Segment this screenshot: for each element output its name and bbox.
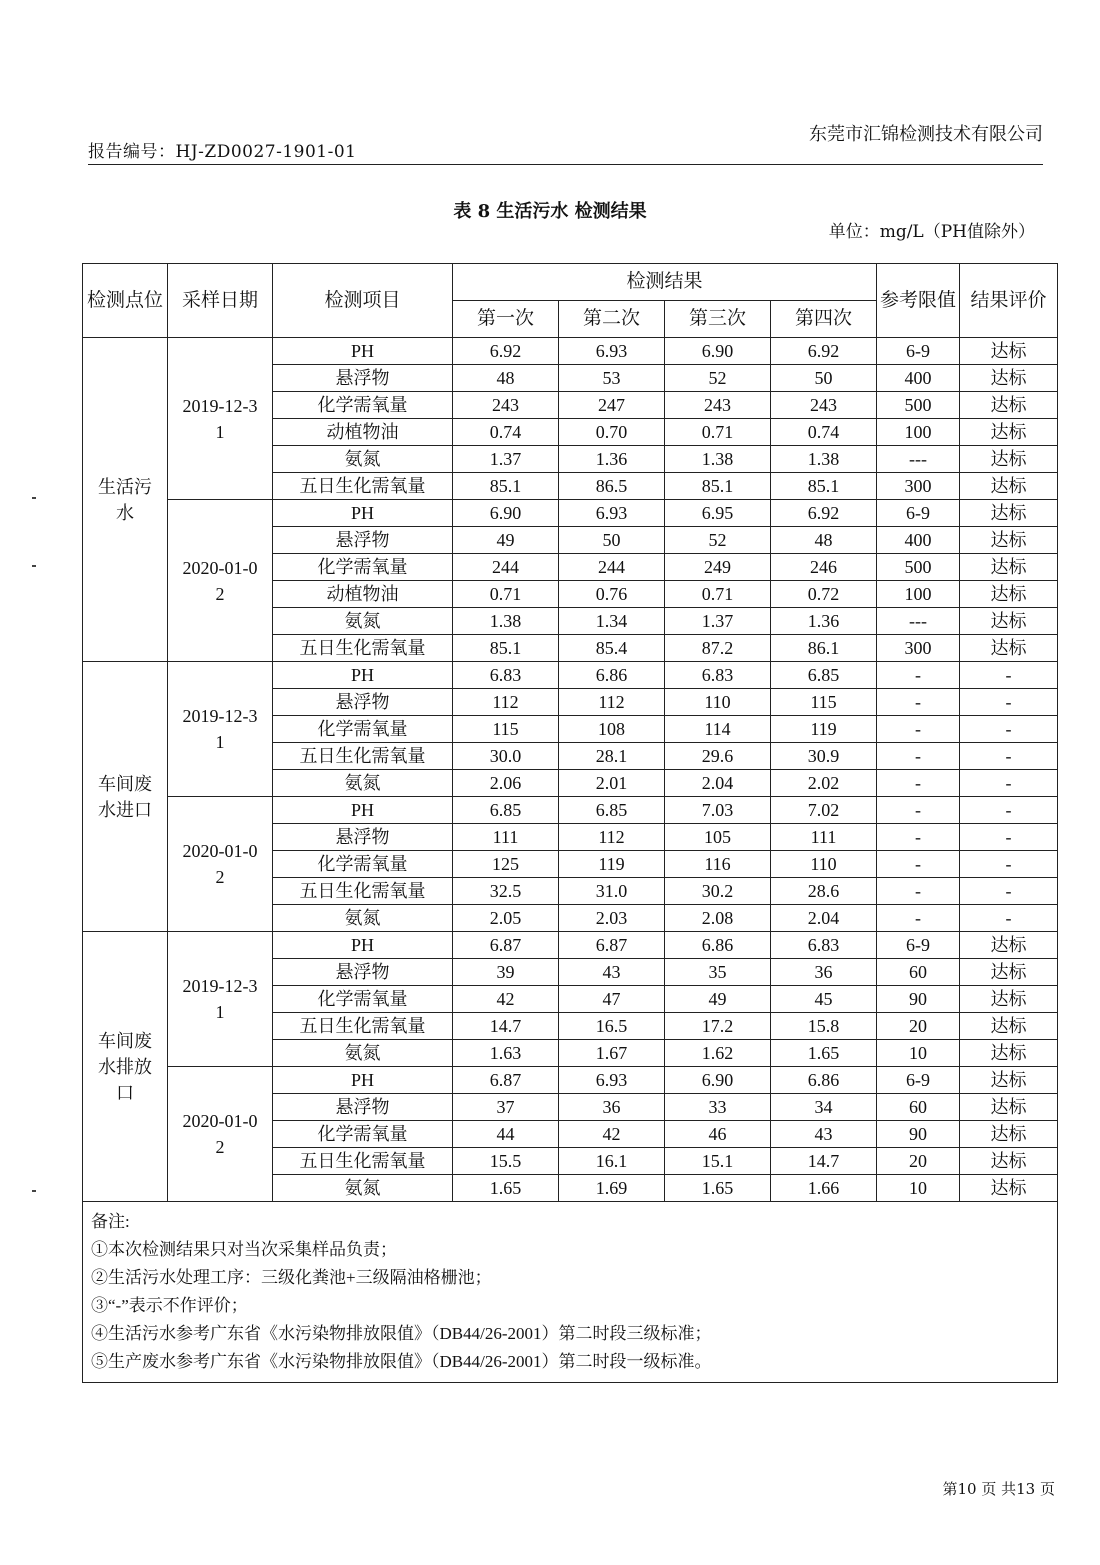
- cell-run-1: 85.1: [453, 473, 559, 500]
- cell-eval: 达标: [960, 473, 1058, 500]
- cell-eval: 达标: [960, 1013, 1058, 1040]
- cell-eval: 达标: [960, 608, 1058, 635]
- cell-limit: 60: [877, 1094, 960, 1121]
- cell-run-2: 6.93: [559, 338, 665, 365]
- table-row: [83, 662, 1058, 689]
- cell-run-1: 15.5: [453, 1148, 559, 1175]
- cell-run-2: 6.86: [559, 662, 665, 689]
- cell-eval: 达标: [960, 392, 1058, 419]
- cell-eval: -: [960, 797, 1058, 824]
- cell-item: 氨氮: [273, 770, 453, 797]
- cell-run-2: 31.0: [559, 878, 665, 905]
- cell-item: 氨氮: [273, 608, 453, 635]
- cell-limit: 500: [877, 392, 960, 419]
- cell-run-4: 115: [771, 689, 877, 716]
- cell-run-4: 110: [771, 851, 877, 878]
- cell-run-4: 28.6: [771, 878, 877, 905]
- report-number: 报告编号：HJ-ZD0027-1901-01: [88, 142, 357, 162]
- cell-point: 生活污水: [83, 338, 168, 662]
- header-run-2: 第二次: [559, 301, 665, 338]
- cell-item: 化学需氧量: [273, 554, 453, 581]
- table-row: [83, 338, 1058, 365]
- cell-point: 车间废水进口: [83, 662, 168, 932]
- cell-run-4: 1.36: [771, 608, 877, 635]
- cell-limit: ---: [877, 608, 960, 635]
- cell-run-3: 6.83: [665, 662, 771, 689]
- cell-run-3: 30.2: [665, 878, 771, 905]
- table-row: [83, 500, 1058, 527]
- cell-run-3: 1.65: [665, 1175, 771, 1202]
- cell-item: 悬浮物: [273, 365, 453, 392]
- cell-limit: 100: [877, 581, 960, 608]
- cell-run-3: 52: [665, 527, 771, 554]
- cell-run-3: 29.6: [665, 743, 771, 770]
- cell-run-2: 50: [559, 527, 665, 554]
- cell-run-1: 6.83: [453, 662, 559, 689]
- cell-run-3: 0.71: [665, 419, 771, 446]
- cell-run-3: 105: [665, 824, 771, 851]
- cell-run-2: 244: [559, 554, 665, 581]
- cell-run-2: 0.76: [559, 581, 665, 608]
- cell-limit: -: [877, 905, 960, 932]
- header-eval: 结果评价: [960, 264, 1058, 338]
- cell-run-4: 111: [771, 824, 877, 851]
- cell-limit: 400: [877, 365, 960, 392]
- cell-run-4: 2.04: [771, 905, 877, 932]
- cell-run-4: 119: [771, 716, 877, 743]
- cell-limit: 6-9: [877, 338, 960, 365]
- header-run-4: 第四次: [771, 301, 877, 338]
- cell-run-4: 243: [771, 392, 877, 419]
- cell-run-3: 110: [665, 689, 771, 716]
- cell-eval: -: [960, 770, 1058, 797]
- cell-run-1: 6.87: [453, 1067, 559, 1094]
- cell-run-2: 1.69: [559, 1175, 665, 1202]
- cell-run-2: 108: [559, 716, 665, 743]
- cell-eval: -: [960, 716, 1058, 743]
- cell-run-1: 37: [453, 1094, 559, 1121]
- cell-eval: 达标: [960, 932, 1058, 959]
- cell-run-2: 2.01: [559, 770, 665, 797]
- cell-point: 车间废水排放口: [83, 932, 168, 1202]
- cell-item: PH: [273, 500, 453, 527]
- cell-run-2: 6.87: [559, 932, 665, 959]
- cell-run-1: 1.65: [453, 1175, 559, 1202]
- cell-run-2: 6.93: [559, 1067, 665, 1094]
- note-item: ⑤生产废水参考广东省《水污染物排放限值》（DB44/26-2001）第二时段一级标准。: [91, 1352, 712, 1371]
- cell-eval: -: [960, 662, 1058, 689]
- cell-run-2: 43: [559, 959, 665, 986]
- cell-run-2: 53: [559, 365, 665, 392]
- cell-item: 氨氮: [273, 446, 453, 473]
- header-results: 检测结果: [453, 264, 877, 301]
- cell-eval: 达标: [960, 338, 1058, 365]
- cell-eval: -: [960, 824, 1058, 851]
- cell-run-3: 1.62: [665, 1040, 771, 1067]
- cell-run-4: 6.92: [771, 338, 877, 365]
- cell-item: 悬浮物: [273, 689, 453, 716]
- cell-limit: 6-9: [877, 932, 960, 959]
- cell-item: 悬浮物: [273, 1094, 453, 1121]
- cell-run-3: 17.2: [665, 1013, 771, 1040]
- cell-date: 2019-12-31: [168, 932, 273, 1067]
- cell-run-3: 6.95: [665, 500, 771, 527]
- cell-run-2: 16.1: [559, 1148, 665, 1175]
- cell-run-2: 247: [559, 392, 665, 419]
- cell-run-1: 32.5: [453, 878, 559, 905]
- cell-date: 2019-12-31: [168, 662, 273, 797]
- cell-run-3: 1.38: [665, 446, 771, 473]
- cell-limit: ---: [877, 446, 960, 473]
- cell-run-1: 112: [453, 689, 559, 716]
- cell-run-3: 7.03: [665, 797, 771, 824]
- cell-run-4: 14.7: [771, 1148, 877, 1175]
- cell-run-4: 30.9: [771, 743, 877, 770]
- cell-limit: -: [877, 797, 960, 824]
- cell-run-2: 47: [559, 986, 665, 1013]
- cell-item: 悬浮物: [273, 824, 453, 851]
- cell-run-2: 6.85: [559, 797, 665, 824]
- cell-run-4: 2.02: [771, 770, 877, 797]
- cell-date: 2020-01-02: [168, 1067, 273, 1202]
- cell-run-2: 42: [559, 1121, 665, 1148]
- cell-limit: 10: [877, 1175, 960, 1202]
- cell-run-3: 87.2: [665, 635, 771, 662]
- cell-item: 五日生化需氧量: [273, 635, 453, 662]
- cell-item: 氨氮: [273, 1040, 453, 1067]
- cell-limit: -: [877, 743, 960, 770]
- cell-run-1: 30.0: [453, 743, 559, 770]
- cell-item: 动植物油: [273, 419, 453, 446]
- cell-limit: -: [877, 878, 960, 905]
- cell-item: PH: [273, 662, 453, 689]
- cell-run-1: 0.74: [453, 419, 559, 446]
- cell-eval: 达标: [960, 365, 1058, 392]
- cell-eval: 达标: [960, 1175, 1058, 1202]
- cell-run-4: 6.86: [771, 1067, 877, 1094]
- cell-limit: -: [877, 689, 960, 716]
- cell-run-4: 0.74: [771, 419, 877, 446]
- header-limit: 参考限值: [877, 264, 960, 338]
- cell-run-4: 36: [771, 959, 877, 986]
- note-item: ③“-”表示不作评价；: [91, 1296, 248, 1315]
- cell-limit: 100: [877, 419, 960, 446]
- cell-eval: -: [960, 878, 1058, 905]
- cell-run-1: 48: [453, 365, 559, 392]
- cell-eval: 达标: [960, 1040, 1058, 1067]
- cell-eval: -: [960, 851, 1058, 878]
- cell-run-2: 85.4: [559, 635, 665, 662]
- cell-run-4: 6.85: [771, 662, 877, 689]
- cell-limit: 20: [877, 1013, 960, 1040]
- cell-run-3: 85.1: [665, 473, 771, 500]
- cell-limit: -: [877, 824, 960, 851]
- cell-date: 2020-01-02: [168, 797, 273, 932]
- cell-run-4: 0.72: [771, 581, 877, 608]
- cell-run-3: 33: [665, 1094, 771, 1121]
- cell-item: PH: [273, 797, 453, 824]
- cell-run-4: 6.92: [771, 500, 877, 527]
- cell-run-1: 2.06: [453, 770, 559, 797]
- cell-eval: 达标: [960, 1148, 1058, 1175]
- cell-run-1: 85.1: [453, 635, 559, 662]
- cell-limit: 400: [877, 527, 960, 554]
- note-item: ①本次检测结果只对当次采集样品负责；: [91, 1240, 397, 1259]
- cell-run-2: 16.5: [559, 1013, 665, 1040]
- cell-run-4: 1.66: [771, 1175, 877, 1202]
- cell-item: PH: [273, 338, 453, 365]
- notes-box: [83, 1202, 1058, 1383]
- cell-run-2: 1.36: [559, 446, 665, 473]
- cell-run-1: 243: [453, 392, 559, 419]
- cell-run-3: 2.08: [665, 905, 771, 932]
- header-run-3: 第三次: [665, 301, 771, 338]
- cell-run-4: 86.1: [771, 635, 877, 662]
- cell-run-1: 111: [453, 824, 559, 851]
- cell-limit: -: [877, 662, 960, 689]
- cell-run-1: 1.37: [453, 446, 559, 473]
- cell-eval: 达标: [960, 500, 1058, 527]
- table-row: [83, 1067, 1058, 1094]
- cell-run-2: 1.34: [559, 608, 665, 635]
- cell-run-3: 15.1: [665, 1148, 771, 1175]
- cell-run-3: 1.37: [665, 608, 771, 635]
- cell-run-1: 6.90: [453, 500, 559, 527]
- cell-run-1: 1.38: [453, 608, 559, 635]
- cell-item: 五日生化需氧量: [273, 1148, 453, 1175]
- cell-eval: -: [960, 905, 1058, 932]
- unit-note: 单位：mg/L（PH值除外）: [828, 222, 1035, 242]
- cell-date: 2020-01-02: [168, 500, 273, 662]
- cell-run-4: 48: [771, 527, 877, 554]
- company-name: 东莞市汇锦检测技术有限公司: [809, 124, 1043, 145]
- cell-limit: 6-9: [877, 1067, 960, 1094]
- cell-item: 五日生化需氧量: [273, 473, 453, 500]
- cell-run-4: 7.02: [771, 797, 877, 824]
- cell-run-3: 2.04: [665, 770, 771, 797]
- cell-run-2: 36: [559, 1094, 665, 1121]
- cell-date: 2019-12-31: [168, 338, 273, 500]
- cell-eval: -: [960, 743, 1058, 770]
- cell-run-1: 14.7: [453, 1013, 559, 1040]
- cell-limit: 500: [877, 554, 960, 581]
- cell-run-3: 243: [665, 392, 771, 419]
- cell-limit: 6-9: [877, 500, 960, 527]
- header-run-1: 第一次: [453, 301, 559, 338]
- cell-limit: 20: [877, 1148, 960, 1175]
- cell-limit: -: [877, 716, 960, 743]
- cell-run-1: 244: [453, 554, 559, 581]
- notes-title: 备注:: [91, 1212, 130, 1231]
- cell-run-1: 39: [453, 959, 559, 986]
- cell-item: 动植物油: [273, 581, 453, 608]
- cell-item: 悬浮物: [273, 527, 453, 554]
- cell-run-4: 15.8: [771, 1013, 877, 1040]
- cell-run-4: 43: [771, 1121, 877, 1148]
- table-title: 表 8 生活污水 检测结果: [453, 201, 647, 222]
- header-date: 采样日期: [168, 264, 273, 338]
- cell-run-4: 50: [771, 365, 877, 392]
- cell-eval: 达标: [960, 446, 1058, 473]
- cell-item: 氨氮: [273, 905, 453, 932]
- cell-run-4: 246: [771, 554, 877, 581]
- header-item: 检测项目: [273, 264, 453, 338]
- cell-eval: 达标: [960, 635, 1058, 662]
- cell-item: 化学需氧量: [273, 1121, 453, 1148]
- cell-item: PH: [273, 932, 453, 959]
- cell-item: 氨氮: [273, 1175, 453, 1202]
- scan-speck: [32, 497, 36, 499]
- cell-run-4: 1.38: [771, 446, 877, 473]
- cell-run-2: 0.70: [559, 419, 665, 446]
- cell-run-3: 49: [665, 986, 771, 1013]
- cell-run-1: 42: [453, 986, 559, 1013]
- cell-run-1: 125: [453, 851, 559, 878]
- cell-item: 五日生化需氧量: [273, 878, 453, 905]
- cell-run-2: 112: [559, 689, 665, 716]
- cell-run-4: 6.83: [771, 932, 877, 959]
- scan-speck: [32, 565, 36, 567]
- cell-limit: 300: [877, 635, 960, 662]
- cell-eval: 达标: [960, 1067, 1058, 1094]
- header-rule: [88, 164, 1043, 165]
- cell-run-1: 115: [453, 716, 559, 743]
- table-row: [83, 932, 1058, 959]
- cell-run-1: 0.71: [453, 581, 559, 608]
- report-header: [88, 120, 1043, 162]
- cell-item: 化学需氧量: [273, 392, 453, 419]
- cell-run-3: 52: [665, 365, 771, 392]
- cell-item: 化学需氧量: [273, 986, 453, 1013]
- cell-eval: 达标: [960, 527, 1058, 554]
- cell-run-3: 249: [665, 554, 771, 581]
- cell-run-3: 114: [665, 716, 771, 743]
- cell-run-1: 2.05: [453, 905, 559, 932]
- note-item: ②生活污水处理工序：三级化粪池+三级隔油格栅池；: [91, 1268, 492, 1287]
- table-body: [83, 338, 1058, 1202]
- table-row: [83, 797, 1058, 824]
- cell-run-2: 2.03: [559, 905, 665, 932]
- cell-run-2: 86.5: [559, 473, 665, 500]
- page-footer: 第10 页 共13 页: [942, 1480, 1055, 1498]
- scan-speck: [32, 1190, 36, 1192]
- cell-run-4: 1.65: [771, 1040, 877, 1067]
- cell-run-2: 1.67: [559, 1040, 665, 1067]
- header-point: 检测点位: [83, 264, 168, 338]
- cell-run-2: 119: [559, 851, 665, 878]
- cell-run-1: 6.92: [453, 338, 559, 365]
- cell-run-3: 116: [665, 851, 771, 878]
- cell-item: 悬浮物: [273, 959, 453, 986]
- cell-run-3: 0.71: [665, 581, 771, 608]
- cell-run-2: 6.93: [559, 500, 665, 527]
- cell-run-3: 35: [665, 959, 771, 986]
- cell-run-1: 49: [453, 527, 559, 554]
- cell-item: 五日生化需氧量: [273, 1013, 453, 1040]
- results-table: [82, 263, 1058, 1383]
- cell-run-3: 6.90: [665, 338, 771, 365]
- cell-run-1: 6.85: [453, 797, 559, 824]
- cell-eval: 达标: [960, 581, 1058, 608]
- cell-limit: 60: [877, 959, 960, 986]
- cell-item: 五日生化需氧量: [273, 743, 453, 770]
- cell-item: PH: [273, 1067, 453, 1094]
- cell-run-3: 6.90: [665, 1067, 771, 1094]
- cell-eval: -: [960, 689, 1058, 716]
- cell-eval: 达标: [960, 959, 1058, 986]
- note-item: ④生活污水参考广东省《水污染物排放限值》（DB44/26-2001）第二时段三级标准；: [91, 1324, 712, 1343]
- cell-limit: -: [877, 770, 960, 797]
- cell-limit: 90: [877, 1121, 960, 1148]
- cell-run-1: 6.87: [453, 932, 559, 959]
- cell-run-3: 46: [665, 1121, 771, 1148]
- cell-run-1: 1.63: [453, 1040, 559, 1067]
- cell-item: 化学需氧量: [273, 716, 453, 743]
- cell-eval: 达标: [960, 1094, 1058, 1121]
- cell-eval: 达标: [960, 986, 1058, 1013]
- cell-run-1: 44: [453, 1121, 559, 1148]
- cell-limit: 300: [877, 473, 960, 500]
- cell-limit: 90: [877, 986, 960, 1013]
- cell-run-4: 34: [771, 1094, 877, 1121]
- cell-limit: 10: [877, 1040, 960, 1067]
- cell-run-2: 112: [559, 824, 665, 851]
- cell-run-4: 85.1: [771, 473, 877, 500]
- cell-limit: -: [877, 851, 960, 878]
- cell-eval: 达标: [960, 554, 1058, 581]
- cell-run-2: 28.1: [559, 743, 665, 770]
- cell-item: 化学需氧量: [273, 851, 453, 878]
- cell-run-3: 6.86: [665, 932, 771, 959]
- cell-eval: 达标: [960, 1121, 1058, 1148]
- cell-run-4: 45: [771, 986, 877, 1013]
- cell-eval: 达标: [960, 419, 1058, 446]
